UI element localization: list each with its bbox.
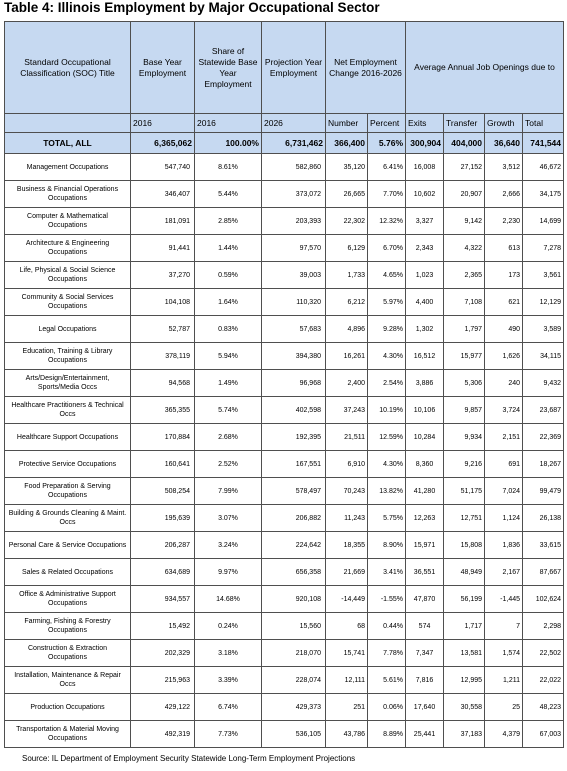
net-change-number-cell: -14,449 — [326, 586, 368, 613]
projection-employment-cell: 167,551 — [262, 451, 326, 478]
projection-employment-cell: 57,683 — [262, 316, 326, 343]
net-change-percent-cell: 8.89% — [368, 721, 406, 748]
growth-cell: 613 — [485, 235, 523, 262]
source-note: Source: IL Department of Employment Security Statewide Long-Term Employment Projections — [22, 754, 356, 763]
share-percent-cell: 7.99% — [195, 478, 262, 505]
projection-employment-cell: 203,393 — [262, 208, 326, 235]
growth-cell: 3,512 — [485, 154, 523, 181]
growth-cell: 7,024 — [485, 478, 523, 505]
table-row — [5, 181, 564, 208]
base-employment-cell: 429,122 — [131, 694, 195, 721]
total-base: 6,365,062 — [131, 133, 195, 154]
subheader-blank — [5, 114, 131, 133]
total-openings-cell: 99,479 — [523, 478, 564, 505]
transfer-cell: 15,808 — [444, 532, 485, 559]
transfer-cell: 4,322 — [444, 235, 485, 262]
table-row — [5, 208, 564, 235]
header-base-year: Base Year Employment — [131, 22, 195, 114]
net-change-number-cell: 6,910 — [326, 451, 368, 478]
exits-cell: 7,816 — [406, 667, 444, 694]
growth-cell: 1,574 — [485, 640, 523, 667]
net-change-number-cell: 11,243 — [326, 505, 368, 532]
projection-employment-cell: 192,395 — [262, 424, 326, 451]
net-change-percent-cell: 3.41% — [368, 559, 406, 586]
transfer-cell: 9,857 — [444, 397, 485, 424]
net-change-percent-cell: 4.30% — [368, 451, 406, 478]
base-employment-cell: 160,641 — [131, 451, 195, 478]
growth-cell: 3,724 — [485, 397, 523, 424]
growth-cell: 1,836 — [485, 532, 523, 559]
occupation-title-cell: Protective Service Occupations — [5, 451, 131, 478]
total-openings-cell: 9,432 — [523, 370, 564, 397]
exits-cell: 16,512 — [406, 343, 444, 370]
total-growth: 36,640 — [485, 133, 523, 154]
table-row — [5, 640, 564, 667]
exits-cell: 10,284 — [406, 424, 444, 451]
share-percent-cell: 2.68% — [195, 424, 262, 451]
exits-cell: 16,008 — [406, 154, 444, 181]
exits-cell: 12,263 — [406, 505, 444, 532]
table-row — [5, 424, 564, 451]
occupation-title-cell: Personal Care & Service Occupations — [5, 532, 131, 559]
total-openings-cell: 2,298 — [523, 613, 564, 640]
base-employment-cell: 170,884 — [131, 424, 195, 451]
base-employment-cell: 104,108 — [131, 289, 195, 316]
base-employment-cell: 94,568 — [131, 370, 195, 397]
exits-cell: 7,347 — [406, 640, 444, 667]
net-change-number-cell: 251 — [326, 694, 368, 721]
net-change-percent-cell: 6.70% — [368, 235, 406, 262]
exits-cell: 2,343 — [406, 235, 444, 262]
occupation-title-cell: Architecture & Engineering Occupations — [5, 235, 131, 262]
table-row — [5, 316, 564, 343]
growth-cell: 7 — [485, 613, 523, 640]
net-change-percent-cell: 12.59% — [368, 424, 406, 451]
exits-cell: 10,602 — [406, 181, 444, 208]
share-percent-cell: 0.24% — [195, 613, 262, 640]
growth-cell: 4,379 — [485, 721, 523, 748]
subheader-share: 2016 — [195, 114, 262, 133]
projection-employment-cell: 39,003 — [262, 262, 326, 289]
total-openings-cell: 22,369 — [523, 424, 564, 451]
share-percent-cell: 1.64% — [195, 289, 262, 316]
projection-employment-cell: 96,968 — [262, 370, 326, 397]
projection-employment-cell: 656,358 — [262, 559, 326, 586]
exits-cell: 17,640 — [406, 694, 444, 721]
projection-employment-cell: 429,373 — [262, 694, 326, 721]
growth-cell: 25 — [485, 694, 523, 721]
occupation-title-cell: Management Occupations — [5, 154, 131, 181]
occupation-title-cell: Farming, Fishing & Forestry Occupations — [5, 613, 131, 640]
total-openings-cell: 22,022 — [523, 667, 564, 694]
net-change-percent-cell: 2.54% — [368, 370, 406, 397]
total-openings-cell: 67,003 — [523, 721, 564, 748]
growth-cell: 2,151 — [485, 424, 523, 451]
occupation-title-cell: Legal Occupations — [5, 316, 131, 343]
transfer-cell: 56,199 — [444, 586, 485, 613]
base-employment-cell: 346,407 — [131, 181, 195, 208]
total-openings-cell: 3,589 — [523, 316, 564, 343]
share-percent-cell: 2.52% — [195, 451, 262, 478]
exits-cell: 1,302 — [406, 316, 444, 343]
base-employment-cell: 378,119 — [131, 343, 195, 370]
growth-cell: 1,626 — [485, 343, 523, 370]
net-change-number-cell: 26,665 — [326, 181, 368, 208]
occupation-title-cell: Life, Physical & Social Science Occupations — [5, 262, 131, 289]
net-change-number-cell: 43,786 — [326, 721, 368, 748]
base-employment-cell: 206,287 — [131, 532, 195, 559]
projection-employment-cell: 206,882 — [262, 505, 326, 532]
net-change-number-cell: 4,896 — [326, 316, 368, 343]
net-change-percent-cell: 5.97% — [368, 289, 406, 316]
base-employment-cell: 37,270 — [131, 262, 195, 289]
projection-employment-cell: 578,497 — [262, 478, 326, 505]
occupation-title-cell: Office & Administrative Support Occupations — [5, 586, 131, 613]
projection-employment-cell: 536,105 — [262, 721, 326, 748]
transfer-cell: 12,751 — [444, 505, 485, 532]
total-openings-cell: 87,667 — [523, 559, 564, 586]
growth-cell: 2,666 — [485, 181, 523, 208]
net-change-percent-cell: 13.82% — [368, 478, 406, 505]
net-change-percent-cell: 4.30% — [368, 343, 406, 370]
transfer-cell: 37,183 — [444, 721, 485, 748]
table-row — [5, 532, 564, 559]
total-share: 100.00% — [195, 133, 262, 154]
net-change-percent-cell: 9.28% — [368, 316, 406, 343]
growth-cell: 1,124 — [485, 505, 523, 532]
net-change-percent-cell: -1.55% — [368, 586, 406, 613]
growth-cell: 2,167 — [485, 559, 523, 586]
subheader-number: Number — [326, 114, 368, 133]
projection-employment-cell: 218,070 — [262, 640, 326, 667]
table-row — [5, 235, 564, 262]
total-openings-cell: 14,699 — [523, 208, 564, 235]
header-net-change: Net Employment Change 2016-2026 — [326, 22, 406, 114]
occupation-title-cell: Arts/Design/Entertainment, Sports/Media Occs — [5, 370, 131, 397]
transfer-cell: 9,216 — [444, 451, 485, 478]
share-percent-cell: 7.73% — [195, 721, 262, 748]
projection-employment-cell: 228,074 — [262, 667, 326, 694]
exits-cell: 574 — [406, 613, 444, 640]
share-percent-cell: 3.24% — [195, 532, 262, 559]
table-row — [5, 478, 564, 505]
net-change-number-cell: 16,261 — [326, 343, 368, 370]
subheader-exits: Exits — [406, 114, 444, 133]
total-openings-cell: 34,175 — [523, 181, 564, 208]
occupation-title-cell: Healthcare Practitioners & Technical Occs — [5, 397, 131, 424]
table-row — [5, 586, 564, 613]
projection-employment-cell: 582,860 — [262, 154, 326, 181]
occupation-title-cell: Healthcare Support Occupations — [5, 424, 131, 451]
exits-cell: 3,886 — [406, 370, 444, 397]
share-percent-cell: 9.97% — [195, 559, 262, 586]
occupation-title-cell: Food Preparation & Serving Occupations — [5, 478, 131, 505]
total-exits: 300,904 — [406, 133, 444, 154]
table-row — [5, 721, 564, 748]
net-change-number-cell: 1,733 — [326, 262, 368, 289]
subheader-projection: 2026 — [262, 114, 326, 133]
table-row — [5, 154, 564, 181]
subheader-row — [5, 114, 564, 133]
exits-cell: 3,327 — [406, 208, 444, 235]
net-change-percent-cell: 4.65% — [368, 262, 406, 289]
total-openings-cell: 34,115 — [523, 343, 564, 370]
projection-employment-cell: 110,320 — [262, 289, 326, 316]
occupation-rows — [5, 154, 564, 748]
share-percent-cell: 3.18% — [195, 640, 262, 667]
net-change-percent-cell: 6.41% — [368, 154, 406, 181]
growth-cell: 490 — [485, 316, 523, 343]
total-percent: 5.76% — [368, 133, 406, 154]
table-title: Table 4: Illinois Employment by Major Occupational Sector — [4, 0, 380, 15]
exits-cell: 47,870 — [406, 586, 444, 613]
net-change-number-cell: 15,741 — [326, 640, 368, 667]
base-employment-cell: 15,492 — [131, 613, 195, 640]
projection-employment-cell: 15,560 — [262, 613, 326, 640]
share-percent-cell: 14.68% — [195, 586, 262, 613]
transfer-cell: 1,717 — [444, 613, 485, 640]
total-openings-cell: 46,672 — [523, 154, 564, 181]
share-percent-cell: 6.74% — [195, 694, 262, 721]
net-change-percent-cell: 0.44% — [368, 613, 406, 640]
table-row — [5, 613, 564, 640]
base-employment-cell: 181,091 — [131, 208, 195, 235]
exits-cell: 36,551 — [406, 559, 444, 586]
transfer-cell: 20,907 — [444, 181, 485, 208]
table-row — [5, 559, 564, 586]
net-change-number-cell: 6,129 — [326, 235, 368, 262]
base-employment-cell: 91,441 — [131, 235, 195, 262]
share-percent-cell: 3.07% — [195, 505, 262, 532]
growth-cell: 173 — [485, 262, 523, 289]
header-row — [5, 22, 564, 114]
net-change-number-cell: 68 — [326, 613, 368, 640]
total-openings-cell: 7,278 — [523, 235, 564, 262]
header-projection: Projection Year Employment — [262, 22, 326, 114]
header-soc-title: Standard Occupational Classification (SOC) Title — [5, 22, 131, 114]
table-row — [5, 289, 564, 316]
occupation-title-cell: Installation, Maintenance & Repair Occs — [5, 667, 131, 694]
occupation-title-cell: Business & Financial Operations Occupations — [5, 181, 131, 208]
net-change-number-cell: 21,511 — [326, 424, 368, 451]
net-change-number-cell: 2,400 — [326, 370, 368, 397]
transfer-cell: 15,977 — [444, 343, 485, 370]
total-transfer: 404,000 — [444, 133, 485, 154]
share-percent-cell: 1.49% — [195, 370, 262, 397]
growth-cell: 2,230 — [485, 208, 523, 235]
growth-cell: 1,211 — [485, 667, 523, 694]
exits-cell: 4,400 — [406, 289, 444, 316]
net-change-percent-cell: 0.06% — [368, 694, 406, 721]
transfer-cell: 9,934 — [444, 424, 485, 451]
occupation-title-cell: Education, Training & Library Occupations — [5, 343, 131, 370]
table-row — [5, 694, 564, 721]
projection-employment-cell: 224,642 — [262, 532, 326, 559]
transfer-cell: 7,108 — [444, 289, 485, 316]
projection-employment-cell: 920,108 — [262, 586, 326, 613]
net-change-number-cell: 21,669 — [326, 559, 368, 586]
total-row — [5, 133, 564, 154]
transfer-cell: 1,797 — [444, 316, 485, 343]
table-row — [5, 370, 564, 397]
share-percent-cell: 1.44% — [195, 235, 262, 262]
share-percent-cell: 0.83% — [195, 316, 262, 343]
net-change-number-cell: 18,355 — [326, 532, 368, 559]
total-projection: 6,731,462 — [262, 133, 326, 154]
exits-cell: 1,023 — [406, 262, 444, 289]
total-openings-cell: 12,129 — [523, 289, 564, 316]
growth-cell: 240 — [485, 370, 523, 397]
table-row — [5, 667, 564, 694]
net-change-percent-cell: 5.61% — [368, 667, 406, 694]
subheader-transfer: Transfer — [444, 114, 485, 133]
employment-table — [4, 21, 564, 748]
occupation-title-cell: Transportation & Material Moving Occupations — [5, 721, 131, 748]
total-openings-cell: 3,561 — [523, 262, 564, 289]
header-share: Share of Statewide Base Year Employment — [195, 22, 262, 114]
net-change-number-cell: 6,212 — [326, 289, 368, 316]
transfer-cell: 13,581 — [444, 640, 485, 667]
occupation-title-cell: Computer & Mathematical Occupations — [5, 208, 131, 235]
share-percent-cell: 5.74% — [195, 397, 262, 424]
base-employment-cell: 508,254 — [131, 478, 195, 505]
table-row — [5, 262, 564, 289]
exits-cell: 8,360 — [406, 451, 444, 478]
total-openings-cell: 48,223 — [523, 694, 564, 721]
base-employment-cell: 215,963 — [131, 667, 195, 694]
total-label: TOTAL, ALL — [5, 133, 131, 154]
exits-cell: 41,280 — [406, 478, 444, 505]
net-change-number-cell: 35,120 — [326, 154, 368, 181]
total-openings-cell: 22,502 — [523, 640, 564, 667]
occupation-title-cell: Production Occupations — [5, 694, 131, 721]
table-row — [5, 397, 564, 424]
net-change-percent-cell: 12.32% — [368, 208, 406, 235]
base-employment-cell: 202,329 — [131, 640, 195, 667]
exits-cell: 25,441 — [406, 721, 444, 748]
share-percent-cell: 3.39% — [195, 667, 262, 694]
total-openings-cell: 18,267 — [523, 451, 564, 478]
table-row — [5, 505, 564, 532]
base-employment-cell: 365,355 — [131, 397, 195, 424]
net-change-percent-cell: 8.90% — [368, 532, 406, 559]
share-percent-cell: 0.59% — [195, 262, 262, 289]
total-total: 741,544 — [523, 133, 564, 154]
projection-employment-cell: 394,380 — [262, 343, 326, 370]
growth-cell: 621 — [485, 289, 523, 316]
transfer-cell: 27,152 — [444, 154, 485, 181]
total-number: 366,400 — [326, 133, 368, 154]
net-change-percent-cell: 7.78% — [368, 640, 406, 667]
share-percent-cell: 8.61% — [195, 154, 262, 181]
net-change-number-cell: 22,302 — [326, 208, 368, 235]
net-change-number-cell: 12,111 — [326, 667, 368, 694]
total-openings-cell: 102,624 — [523, 586, 564, 613]
subheader-growth: Growth — [485, 114, 523, 133]
base-employment-cell: 547,740 — [131, 154, 195, 181]
base-employment-cell: 934,557 — [131, 586, 195, 613]
base-employment-cell: 52,787 — [131, 316, 195, 343]
transfer-cell: 30,558 — [444, 694, 485, 721]
net-change-percent-cell: 10.19% — [368, 397, 406, 424]
occupation-title-cell: Community & Social Services Occupations — [5, 289, 131, 316]
transfer-cell: 5,306 — [444, 370, 485, 397]
total-openings-cell: 23,687 — [523, 397, 564, 424]
transfer-cell: 51,175 — [444, 478, 485, 505]
share-percent-cell: 2.85% — [195, 208, 262, 235]
transfer-cell: 48,949 — [444, 559, 485, 586]
base-employment-cell: 195,639 — [131, 505, 195, 532]
table-row — [5, 343, 564, 370]
base-employment-cell: 634,689 — [131, 559, 195, 586]
net-change-number-cell: 70,243 — [326, 478, 368, 505]
projection-employment-cell: 373,072 — [262, 181, 326, 208]
growth-cell: 691 — [485, 451, 523, 478]
transfer-cell: 2,365 — [444, 262, 485, 289]
net-change-number-cell: 37,243 — [326, 397, 368, 424]
table-row — [5, 451, 564, 478]
share-percent-cell: 5.44% — [195, 181, 262, 208]
exits-cell: 10,106 — [406, 397, 444, 424]
total-openings-cell: 33,615 — [523, 532, 564, 559]
net-change-percent-cell: 7.70% — [368, 181, 406, 208]
exits-cell: 15,971 — [406, 532, 444, 559]
header-job-openings: Average Annual Job Openings due to — [406, 22, 564, 114]
total-openings-cell: 26,138 — [523, 505, 564, 532]
occupation-title-cell: Construction & Extraction Occupations — [5, 640, 131, 667]
projection-employment-cell: 97,570 — [262, 235, 326, 262]
subheader-base-year: 2016 — [131, 114, 195, 133]
share-percent-cell: 5.94% — [195, 343, 262, 370]
transfer-cell: 12,995 — [444, 667, 485, 694]
transfer-cell: 9,142 — [444, 208, 485, 235]
occupation-title-cell: Sales & Related Occupations — [5, 559, 131, 586]
base-employment-cell: 492,319 — [131, 721, 195, 748]
subheader-total: Total — [523, 114, 564, 133]
projection-employment-cell: 402,598 — [262, 397, 326, 424]
net-change-percent-cell: 5.75% — [368, 505, 406, 532]
occupation-title-cell: Building & Grounds Cleaning & Maint. Occs — [5, 505, 131, 532]
growth-cell: -1,445 — [485, 586, 523, 613]
subheader-percent: Percent — [368, 114, 406, 133]
